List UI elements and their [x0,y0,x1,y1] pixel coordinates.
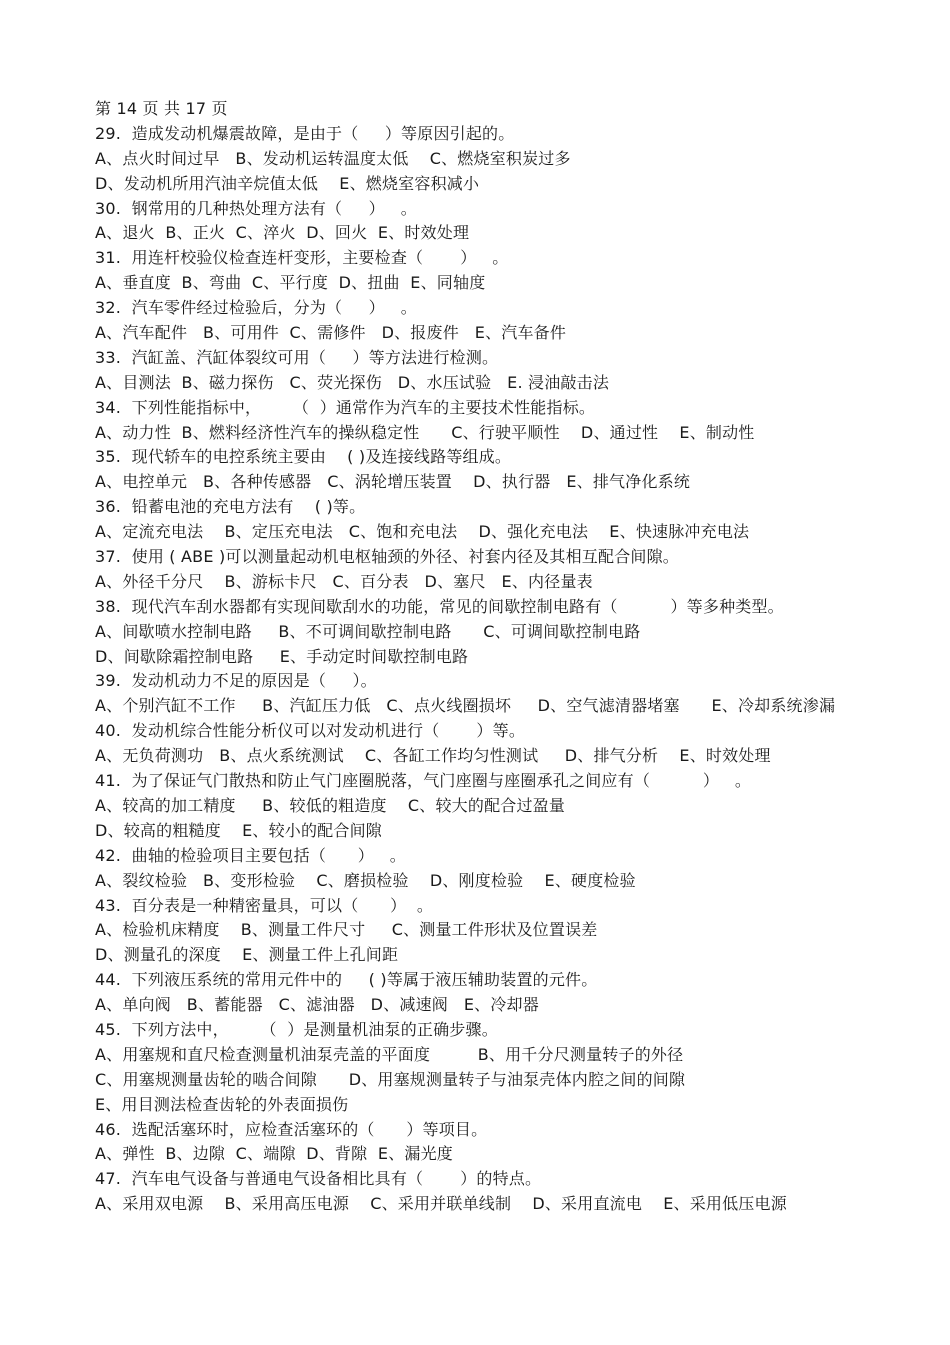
question-40: 40. 发动机综合性能分析仪可以对发动机进行（ ）等。 [95,721,526,741]
question-45: 45. 下列方法中， （ ）是测量机油泵的正确步骤。 [95,1019,498,1039]
options-42: A、裂纹检验 B、变形检验 C、磨损检验 D、刚度检验 E、硬度检验 [95,870,636,890]
options-41-a: A、较高的加工精度 B、较低的粗造度 C、较大的配合过盈量 [95,795,566,815]
question-46: 46. 选配活塞环时，应检查活塞环的（ ）等项目。 [95,1119,488,1139]
question-36: 36. 铅蓄电池的充电方法有 ( )等。 [95,497,366,517]
page-header: 第 14 页 共 17 页 [95,99,228,118]
options-38-a: A、间歇喷水控制电路 B、不可调间歇控制电路 C、可调间歇控制电路 [95,621,641,641]
options-35: A、电控单元 B、各种传感器 C、涡轮增压装置 D、执行器 E、排气净化系统 [95,472,691,492]
question-35: 35. 现代轿车的电控系统主要由 ( )及连接线路等组成。 [95,447,512,467]
options-45-c: E、用目测法检查齿轮的外表面损伤 [95,1094,349,1114]
options-44: A、单向阀 B、蓄能器 C、滤油器 D、减速阀 E、冷却器 [95,995,539,1015]
options-33: A、目测法 B、磁力探伤 C、荧光探伤 D、水压试验 E. 浸油敲击法 [95,372,610,392]
question-43: 43. 百分表是一种精密量具，可以（ ） 。 [95,895,434,915]
options-38-b: D、间歇除霜控制电路 E、手动定时间歇控制电路 [95,646,469,666]
question-37: 37. 使用 ( ABE )可以测量起动机电枢轴颈的外径、衬套内径及其相互配合间隙。 [95,547,679,567]
options-37: A、外径千分尺 B、游标卡尺 C、百分表 D、塞尺 E、内径量表 [95,571,593,591]
options-29-b: D、发动机所用汽油辛烷值太低 E、燃烧室容积减小 [95,173,480,193]
options-30: A、退火 B、正火 C、淬火 D、回火 E、时效处理 [95,223,470,243]
question-29: 29. 造成发动机爆震故障，是由于（ ）等原因引起的。 [95,123,515,143]
question-34: 34. 下列性能指标中， （ ）通常作为汽车的主要技术性能指标。 [95,397,596,417]
question-30: 30. 钢常用的几种热处理方法有（ ） 。 [95,198,417,218]
options-45-a: A、用塞规和直尺检查测量机油泵壳盖的平面度 B、用千分尺测量转子的外径 [95,1044,684,1064]
question-39: 39. 发动机动力不足的原因是（ ）。 [95,671,377,691]
options-43-a: A、检验机床精度 B、测量工件尺寸 C、测量工件形状及位置误差 [95,920,598,940]
document-page [95,97,865,1217]
options-45-b: C、用塞规测量齿轮的啮合间隙 D、用塞规测量转子与油泵壳体内腔之间的间隙 [95,1069,686,1089]
question-44: 44. 下列液压系统的常用元件中的 ( )等属于液压辅助装置的元件。 [95,970,598,990]
options-47: A、采用双电源 B、采用高压电源 C、采用并联单线制 D、采用直流电 E、采用低压电源 [95,1194,787,1214]
question-32: 32. 汽车零件经过检验后，分为（ ） 。 [95,298,417,318]
question-38: 38. 现代汽车刮水器都有实现间歇刮水的功能，常见的间歇控制电路有（ ）等多种类型。 [95,596,784,616]
options-46: A、弹性 B、边隙 C、端隙 D、背隙 E、漏光度 [95,1144,454,1164]
question-42: 42. 曲轴的检验项目主要包括（ ） 。 [95,845,406,865]
question-41: 41. 为了保证气门散热和防止气门座圈脱落，气门座圈与座圈承孔之间应有（ ） 。 [95,771,752,791]
question-31: 31. 用连杆校验仪检查连杆变形，主要检查（ ） 。 [95,248,509,268]
question-33: 33. 汽缸盖、汽缸体裂纹可用（ ）等方法进行检测。 [95,347,499,367]
question-47: 47. 汽车电气设备与普通电气设备相比具有（ ）的特点。 [95,1169,542,1189]
options-29-a: A、点火时间过早 B、发动机运转温度太低 C、燃烧室积炭过多 [95,148,571,168]
options-40: A、无负荷测功 B、点火系统测试 C、各缸工作均匀性测试 D、排气分析 E、时效处理 [95,746,771,766]
options-31: A、垂直度 B、弯曲 C、平行度 D、扭曲 E、同轴度 [95,273,486,293]
options-36: A、定流充电法 B、定压充电法 C、饱和充电法 D、强化充电法 E、快速脉冲充电法 [95,522,750,542]
options-34: A、动力性 B、燃料经济性汽车的操纵稳定性 C、行驶平顺性 D、通过性 E、制动性 [95,422,755,442]
options-41-b: D、较高的粗糙度 E、较小的配合间隙 [95,820,382,840]
options-43-b: D、测量孔的深度 E、测量工件上孔间距 [95,945,399,965]
options-39: A、个别汽缸不工作 B、汽缸压力低 C、点火线圈损坏 D、空气滤清器堵塞 E、冷却系统渗漏 [95,696,836,716]
options-32: A、汽车配件 B、可用件 C、需修件 D、报废件 E、汽车备件 [95,323,567,343]
